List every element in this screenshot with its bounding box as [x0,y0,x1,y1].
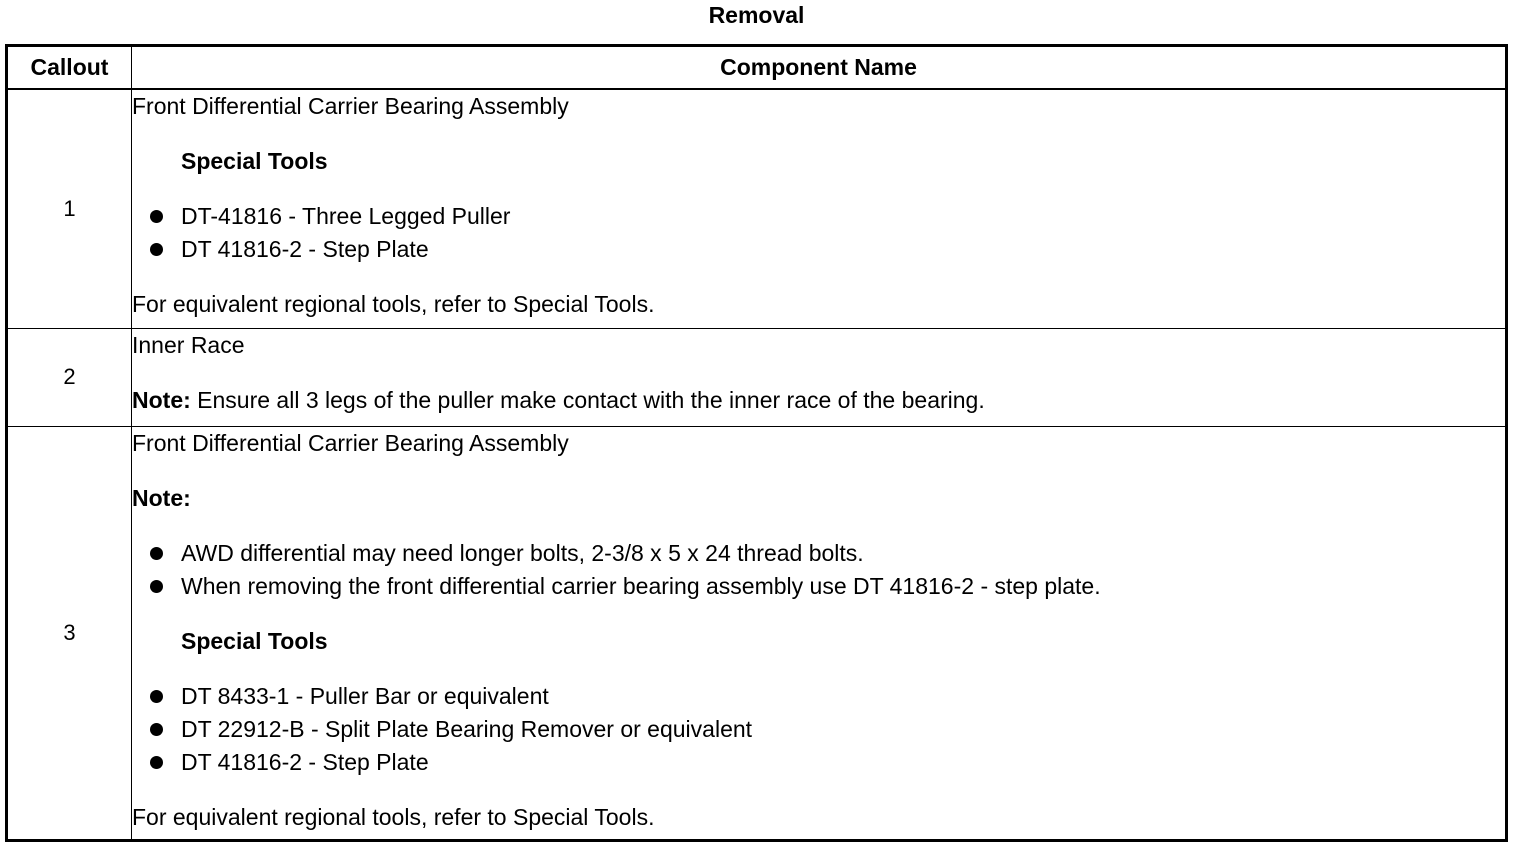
bullet-icon [150,210,163,223]
component-name: Inner Race [132,331,245,358]
regional-tools-note: For equivalent regional tools, refer to Special Tools. [132,291,655,317]
note [132,384,1505,417]
bullet-icon [150,690,163,703]
table-header-row [7,46,1507,90]
component-cell [132,426,1507,840]
table-row [7,328,1507,426]
component-cell [132,89,1507,328]
list-item: DT 22912-B - Split Plate Bearing Remover or equivalent [132,713,1505,746]
notes-list [132,537,1505,603]
note-text: Ensure all 3 legs of the puller make contact with the inner race of the bearing. [190,386,985,413]
component-name: Front Differential Carrier Bearing Assembly [132,429,569,456]
component-cell [132,328,1507,426]
callout-number: 2 [7,328,132,426]
bullet-icon [150,547,163,560]
note-label: Note: [132,386,191,413]
note-label: Note: [132,484,191,511]
special-tools-heading: Special Tools [181,627,328,654]
component-name: Front Differential Carrier Bearing Assembly [132,93,569,119]
bullet-icon [150,243,163,256]
special-tools-list [132,200,1505,266]
callout-header: Callout [7,46,132,90]
list-item: DT-41816 - Three Legged Puller [132,200,1505,233]
bullet-icon [150,580,163,593]
table-row [7,426,1507,840]
list-item: DT 8433-1 - Puller Bar or equivalent [132,680,1505,713]
table-row [7,89,1507,328]
bullet-icon [150,723,163,736]
procedure-table [5,44,1508,842]
list-item: DT 41816-2 - Step Plate [132,746,1505,779]
list-item: AWD differential may need longer bolts, 2-3/8 x 5 x 24 thread bolts. [132,537,1505,570]
regional-tools-note: For equivalent regional tools, refer to Special Tools. [132,803,655,830]
component-name-header: Component Name [132,46,1507,90]
list-item: DT 41816-2 - Step Plate [132,233,1505,266]
special-tools-list [132,680,1505,779]
callout-number: 1 [7,89,132,328]
page-title: Removal [708,2,805,28]
list-item: When removing the front differential carrier bearing assembly use DT 41816-2 - step plate. [132,570,1505,603]
special-tools-heading: Special Tools [181,148,328,174]
callout-number: 3 [7,426,132,840]
bullet-icon [150,756,163,769]
